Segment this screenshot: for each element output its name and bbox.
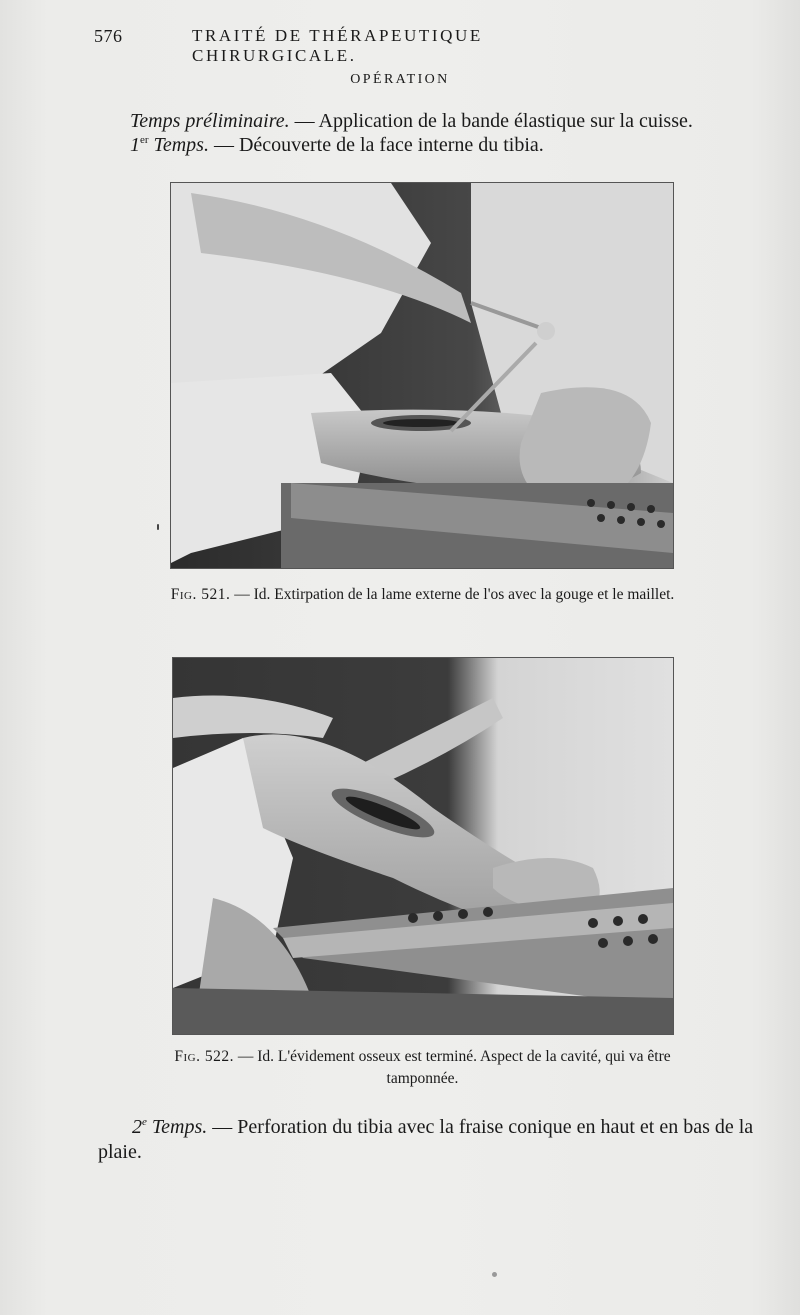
step-second-paragraph [98,1110,758,1165]
step-ordinal: 1 [130,134,140,156]
page-number: 576 [94,26,123,46]
section-title: OPÉRATION [350,72,450,87]
step-label: Temps. [146,1116,208,1138]
step-text: — Découverte de la face interne du tibia. [208,134,544,156]
figure-521-caption [170,584,675,606]
figure-522-photo [173,658,673,1034]
step-ordinal-suffix: er [140,134,149,146]
figure-label: Fig. 521. [170,586,231,603]
figure-521-photo [171,183,673,568]
step-ordinal: 2 [132,1116,142,1138]
step-ordinal-suffix: e [142,1116,147,1128]
step-preliminary [130,110,770,133]
step-text: — Perforation du tibia avec la fraise conique en haut et en bas de la plaie. [98,1116,754,1163]
step-first [130,134,770,157]
running-title: TRAITÉ DE THÉRAPEUTIQUE CHIRURGICALE. [192,26,483,65]
paper-speck [157,524,159,530]
figure-caption-text: — Id. Extirpation de la lame externe de l'os avec la gouge et le maillet. [230,586,675,603]
surgery-photo-gouge-mallet [171,183,673,568]
figure-522-caption [160,1046,685,1090]
figure-caption-text: — Id. L'évidement osseux est terminé. Aspect de la cavité, qui va être tamponnée. [233,1048,671,1087]
step-label: Temps. [148,134,209,156]
step-text: — Application de la bande élastique sur la cuisse. [289,110,693,132]
step-label: Temps préliminaire. [130,110,290,132]
figure-label: Fig. 522. [174,1048,234,1065]
surgery-photo-bone-cavity [173,658,673,1034]
paper-speck [492,1272,497,1277]
